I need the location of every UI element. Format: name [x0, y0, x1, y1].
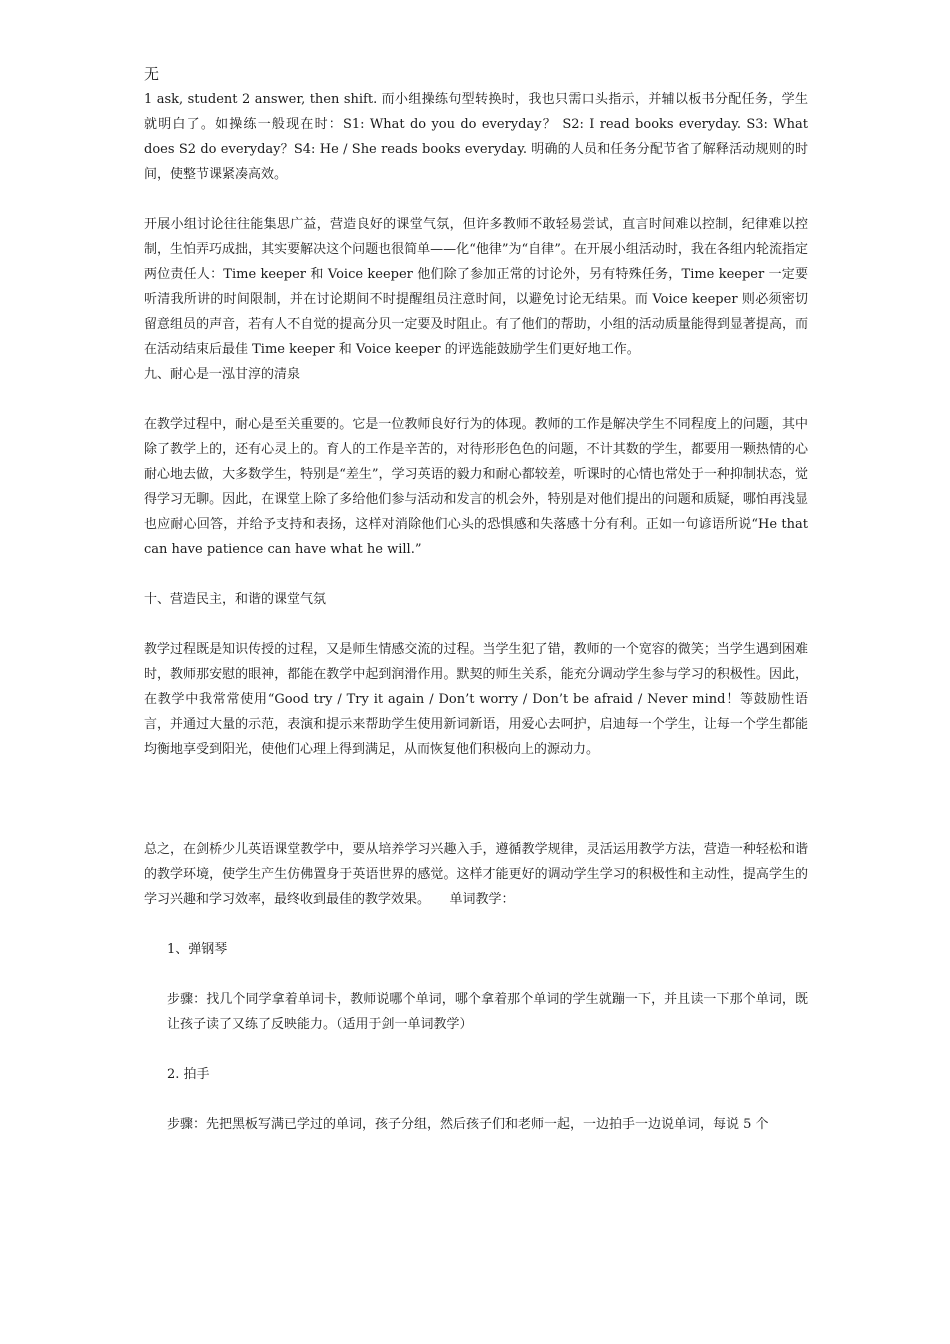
- paragraph-atmosphere: 教学过程既是知识传授的过程，又是师生情感交流的过程。当学生犯了错，教师的一个宽容的微笑；当学生遇到困难时，教师那安慰的眼神，都能在教学中起到润滑作用。默契的师生关系，能充分调动学生参与学习的积极性。因此， 在教学中我常常使用“Good try / Try it again / Don’t worry / Don’t be afraid / Never mind！等鼓励性语言，并通过大量的示范，表演和提示来帮助学生使用新词新语，用爱心去呵护，启迪每一个学生，让每一个学生都能均衡地享受到阳光，使他们心理上得到满足，从而恢复他们积极向上的源动力。: [144, 642, 808, 757]
- spacer: [144, 387, 808, 412]
- paragraph-patience: 在教学过程中，耐心是至关重要的。它是一位教师良好行为的体现。教师的工作是解决学生不同程度上的问题，其中除了教学上的，还有心灵上的。育人的工作是辛苦的，对待形形色色的问题，不计其数的学生，都要用一颗热情的心耐心地去做，大多数学生，特别是“差生”，学习英语的毅力和耐心都较差，听课时的心情也常处于一种抑制状态，觉得学习无聊。因此，在课堂上除了多给他们参与活动和发言的机会外，特别是对他们提出的问题和质疑，哪怕再浅显也应耐心回答，并给予支持和表扬，这样对消除他们心头的恐惧感和失落感十分有利。正如一句谚语所说“He that can have patience can have what he will.”: [144, 417, 808, 557]
- list-item-steps-2: 步骤：先把黑板写满已学过的单词，孩子分组，然后孩子们和老师一起，一边拍手一边说单词，每说 5 个: [167, 1117, 769, 1132]
- document-page: [144, 62, 808, 1137]
- spacer: [144, 962, 808, 987]
- section-heading-nine: 九、耐心是一泓甘淳的清泉: [144, 367, 301, 382]
- spacer: [144, 187, 808, 212]
- page-header: 无: [144, 65, 160, 83]
- paragraph-summary: 总之，在剑桥少儿英语课堂教学中，要从培养学习兴趣入手，遵循教学规律，灵活运用教学方法，营造一种轻松和谐的教学环境，使学生产生仿佛置身于英语世界的感觉。这样才能更好的调动学生学习的积极性和主动性，提高学生的学习兴趣和学习效率，最终收到最佳的教学效果。 单词教学：: [144, 842, 808, 907]
- spacer: [144, 562, 808, 587]
- list-item-title-2: 2. 拍手: [167, 1067, 210, 1082]
- spacer: [144, 912, 808, 937]
- section-heading-ten: 十、营造民主，和谐的课堂气氛: [144, 592, 327, 607]
- paragraph-group-discussion: 开展小组讨论往往能集思广益，营造良好的课堂气氛，但许多教师不敢轻易尝试，直言时间难以控制，纪律难以控制，生怕弄巧成拙，其实要解决这个问题也很简单——化“他律”为“自律”。在开展小组活动时，我在各组内轮流指定两位责任人：Time keeper 和 Voice keeper 他们除了参加正常的讨论外，另有特殊任务，Time keeper 一定要听清我所讲的时间限制，并在讨论期间不时提醒组员注意时间，以避免讨论无结果。而 Voice keeper 则必须密切留意组员的声音，若有人不自觉的提高分贝一定要及时阻止。有了他们的帮助，小组的活动质量能得到显著提高，而在活动结束后最佳 Time keeper 和 Voice keeper 的评选能鼓励学生们更好地工作。: [144, 217, 808, 357]
- spacer: [144, 612, 808, 637]
- paragraph-group-drills: 1 ask, student 2 answer, then shift. 而小组操练句型转换时，我也只需口头指示，并辅以板书分配任务，学生就明白了。如操练一般现在时：S1: What do you do everyday？ S2: I read books everyday. S3: What does S2 do everyday？S4: He / She reads books everyday. 明确的人员和任务分配节省了解释活动规则的时间，使整节课紧凑高效。: [144, 92, 808, 182]
- spacer: [144, 762, 808, 837]
- spacer: [144, 1037, 808, 1062]
- list-item-title-1: 1、弹钢琴: [167, 942, 228, 957]
- list-item-steps-1: 步骤：找几个同学拿着单词卡，教师说哪个单词，哪个拿着那个单词的学生就蹦一下，并且读一下那个单词，既让孩子读了又练了反映能力。（适用于剑一单词教学）: [167, 992, 808, 1032]
- spacer: [144, 1087, 808, 1112]
